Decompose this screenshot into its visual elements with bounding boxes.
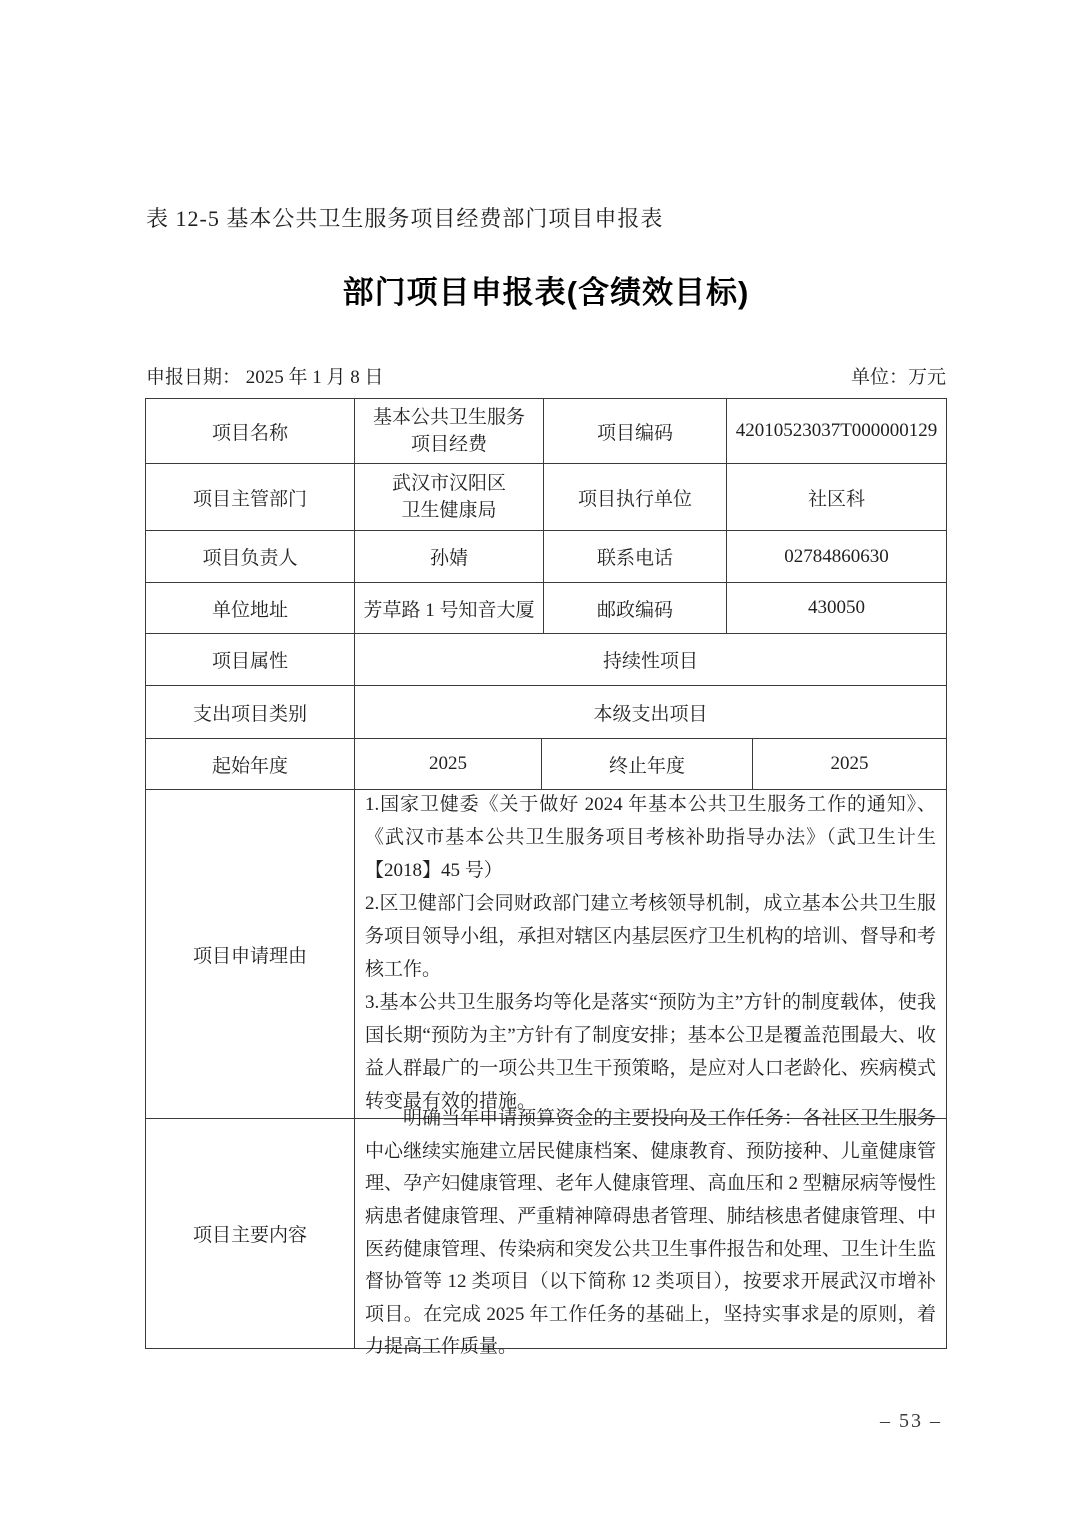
- application-form-table: [145, 398, 947, 1358]
- table-caption: 表 12-5 基本公共卫生服务项目经费部门项目申报表: [146, 206, 664, 231]
- department-line2: 卫生健康局: [401, 500, 497, 521]
- expense-type-label: 支出项目类别: [146, 686, 355, 738]
- end-year-label: 终止年度: [542, 739, 753, 789]
- project-name-line2: 项目经费: [410, 434, 487, 455]
- address-value: 芳草路 1 号知音大厦: [355, 583, 544, 633]
- postcode-label: 邮政编码: [544, 583, 727, 633]
- attribute-label: 项目属性: [146, 634, 355, 685]
- leader-value: 孙婧: [355, 531, 544, 582]
- phone-label: 联系电话: [544, 531, 727, 582]
- unit-label: 单位：万元: [850, 367, 946, 388]
- department-value: [355, 464, 544, 530]
- table-row-reason: [146, 790, 946, 1119]
- leader-label: 项目负责人: [146, 531, 355, 582]
- table-row-attribute: [146, 634, 946, 686]
- table-row-years: [146, 739, 946, 790]
- reason-paragraph-3: 3.基本公共卫生服务均等化是落实“预防为主”方针的制度载体，使我国长期“预防为主”方针有了制度安排；基本公卫是覆盖范围最大、收益人群最广的一项公共卫生干预策略，是应对人口老龄化、疾病模式转变最有效的措施。: [365, 991, 936, 1112]
- project-code-label: 项目编码: [544, 399, 727, 463]
- phone-value: 02784860630: [784, 545, 889, 567]
- expense-type-value: 本级支出项目: [593, 703, 708, 725]
- end-year-value: 2025: [830, 753, 869, 774]
- project-name-label: 项目名称: [146, 399, 355, 463]
- table-row-expense-type: [146, 686, 946, 739]
- project-code-value: 42010523037T000000129: [735, 420, 938, 441]
- main-content-paragraph: 明确当年申请预算资金的主要投向及工作任务：各社区卫生服务中心继续实施建立居民健康档案、健康教育、预防接种、儿童健康管理、孕产妇健康管理、老年人健康管理、高血压和 2 型糖尿病等慢性病患者健康管理、严重精神障碍患者管理、肺结核患者健康管理、中医药健康管理、传染病和突发公共卫生事件报告和处理、卫生计生监督协管等 12 类项目（以下简称 12 类项目），按要求开展武汉市增补项目。在完成 2025 年工作任务的基础上，坚持实事求是的原则，着力提高工作质量。: [365, 1108, 936, 1358]
- table-row-leader: [146, 531, 946, 583]
- main-content-content: [355, 1108, 946, 1358]
- attribute-value: 持续性项目: [602, 651, 698, 672]
- department-line1: 武汉市汉阳区: [391, 473, 506, 494]
- table-row-project-name: [146, 399, 946, 464]
- reason-content: [355, 790, 946, 1118]
- declare-date: 申报日期： 2025 年 1 月 8 日: [146, 367, 384, 388]
- table-row-main-content: [146, 1108, 946, 1358]
- postcode-value: 430050: [808, 597, 865, 618]
- table-row-department: [146, 464, 946, 531]
- executor-value: 社区科: [807, 488, 865, 510]
- start-year-value: 2025: [355, 739, 542, 789]
- address-label: 单位地址: [146, 583, 355, 633]
- start-year-label: 起始年度: [146, 739, 355, 789]
- reason-paragraph-1: 1.国家卫健委《关于做好 2024 年基本公共卫生服务工作的通知》、《武汉市基本公共卫生服务项目考核补助指导办法》（武卫生计生【2018】45 号）: [365, 794, 936, 882]
- project-name-line1: 基本公共卫生服务: [372, 407, 525, 428]
- reason-label: 项目申请理由: [146, 790, 355, 1118]
- department-label: 项目主管部门: [146, 464, 355, 530]
- executor-label: 项目执行单位: [544, 464, 727, 530]
- meta-row: [146, 364, 946, 392]
- main-content-label: 项目主要内容: [146, 1119, 355, 1348]
- page-number: – 53 –: [880, 1410, 942, 1432]
- reason-paragraph-2: 2.区卫健部门会同财政部门建立考核领导机制，成立基本公共卫生服务项目领导小组，承担对辖区内基层医疗卫生机构的培训、督导和考核工作。: [365, 893, 936, 980]
- table-row-address: [146, 583, 946, 634]
- page-title: 部门项目申报表(含绩效目标): [342, 275, 750, 310]
- project-name-value: [355, 399, 544, 463]
